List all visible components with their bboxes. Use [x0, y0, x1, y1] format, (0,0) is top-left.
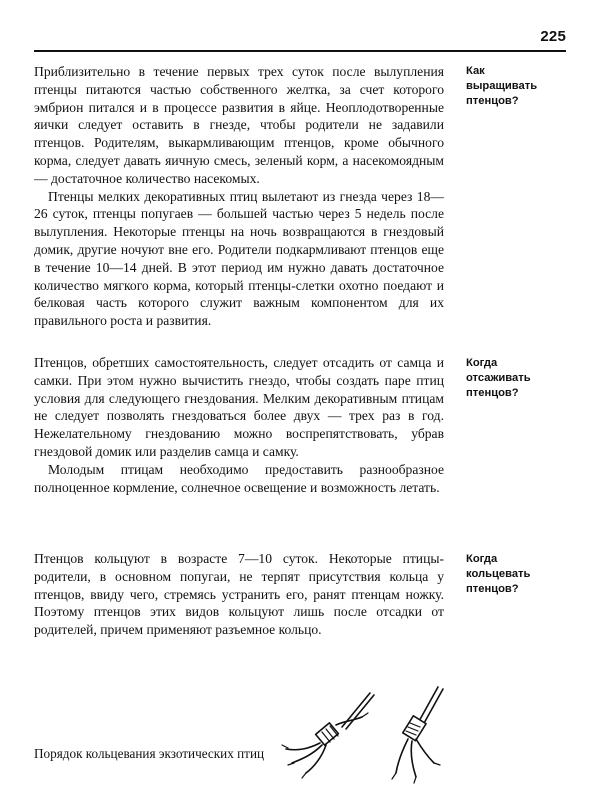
- side-heading-line: отсаживать: [466, 371, 531, 384]
- section-raising-chicks: [34, 63, 444, 330]
- side-heading-line: птенцов?: [466, 582, 519, 595]
- side-heading-line: птенцов?: [466, 386, 519, 399]
- section-ringing-chicks: [34, 550, 444, 639]
- side-heading-line: Когда: [466, 357, 498, 369]
- left-toe: [306, 745, 326, 773]
- paragraph: Приблизительно в течение первых трех суток после вылупления птенцы питаются частью собственного желтка, за счет которого эмбрион питался и в процессе развития в яйце. Неоплодотворенные яички следует оставить в гнезде, чтобы родители не задавили птенцов. Родителям, выкармливающим птенцов, кроме обычного корма, следует давать яичную смесь, зеленый корм, а насекомоядным — достаточное количество насекомых.: [34, 64, 444, 186]
- right-ring: [403, 716, 426, 741]
- side-heading-ringing: [466, 552, 576, 596]
- side-heading-line: Как: [466, 65, 485, 77]
- section-separating-chicks: [34, 354, 444, 496]
- paragraph: Птенцов кольцуют в возрасте 7—10 суток. Некоторые птицы-родители, в основном попугаи, не терпят присутствия кольца у птенцов, ввиду чего, стремясь устранить его, ранят птенцам ножку. Поэтому птенцов этих видов кольцуют лишь после отсадки от родителей, причем применяют разъемное кольцо.: [34, 551, 444, 638]
- paragraph: Птенцов, обретших самостоятельность, следует отсадить от самца и самки. При этом нужно вычистить гнездо, чтобы создать паре птиц условия для следующего гнездования. Мелким декоративным птицам не следует позволять гнездоваться более двух — трех раз в год. Нежелательному гнездованию можно воспрепятствовать, убрав гнездовой домик или разделив самца и самку.: [34, 355, 444, 459]
- right-toe: [396, 739, 408, 773]
- right-toe: [416, 739, 434, 763]
- side-heading-separating: [466, 356, 576, 400]
- side-heading-raising: [466, 64, 576, 108]
- side-heading-line: выращивать: [466, 79, 538, 92]
- left-toe: [286, 743, 320, 750]
- right-toe: [411, 741, 416, 777]
- bird-ringing-illustration: [278, 685, 448, 785]
- side-heading-line: птенцов?: [466, 94, 519, 107]
- header-rule: [34, 50, 566, 52]
- left-leg-line: [346, 695, 374, 729]
- paragraph: Молодым птицам необходимо предоставить разнообразное полноценное кормление, солнечное освещение и возможность летать.: [34, 461, 444, 495]
- page-number: 225: [540, 28, 566, 45]
- left-ring: [316, 723, 339, 745]
- figure-caption: Порядок кольцевания экзотических птиц: [34, 746, 265, 761]
- paragraph: Птенцы мелких декоративных птиц вылетают из гнезда через 18—26 суток, птенцы попугаев — большей частью через 5 недель после вылупления. Некоторые птенцы на ночь возвращаются в гнездовый домик, другие ночуют вне его. Родители подкармливают птенцов еще в течение 10—14 дней. В этот период им нужно давать достаточное количество мягкого корма, который птенцы-слетки охотно поедают и белковая часть которого служит важным компонентом для их правильного роста и развития.: [34, 188, 444, 329]
- side-heading-line: кольцевать: [466, 567, 531, 580]
- right-claws: [392, 763, 440, 783]
- side-heading-line: Когда: [466, 553, 498, 565]
